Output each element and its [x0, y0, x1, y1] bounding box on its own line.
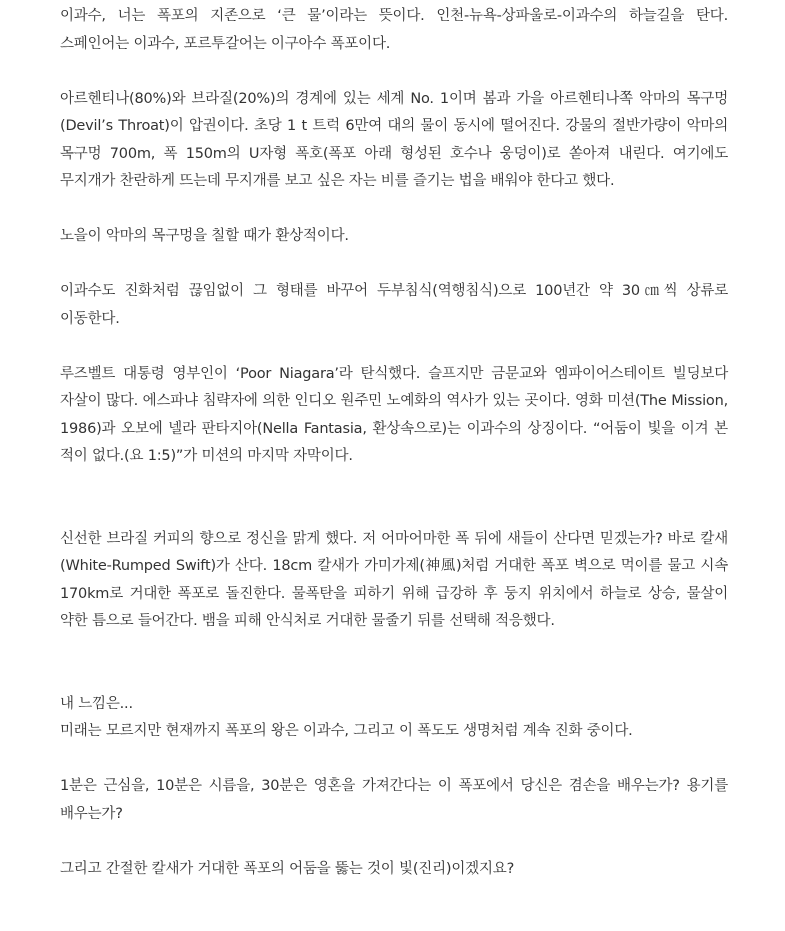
paragraph-intro: 이과수, 너는 폭포의 지존으로 ‘큰 물’이라는 뜻이다. 인천-뉴욕-상파울로-이과수의 하늘길을 탄다. 스페인어는 이과수, 포르투갈어는 이구아수 폭포이다. [60, 8, 728, 52]
paragraph-history: 루즈벨트 대통령 영부인이 ‘Poor Niagara’라 탄식했다. 슬프지만 금문교와 엠파이어스테이트 빌딩보다 자살이 많다. 에스파냐 침략자에 의한 인디오 원주민 노예화의 역사가 있는 곳이다. 영화 미션(The Mission, 1986)과 오보에 넬라 판타지아(Nella Fantasia, 환상속으로)는 이과수의 상징이다. “어둠이 빛을 이겨 본 적이 없다.(요 1:5)”가 미션의 마지막 자막이다. [60, 365, 728, 464]
paragraph-spacer [60, 196, 728, 224]
paragraph-spacer [60, 58, 728, 86]
paragraph-spacer [60, 636, 728, 691]
paragraph-question: 1분은 근심을, 10분은 시름을, 30분은 영혼을 가져간다는 이 폭포에서 당신은 겸손을 배우는가? 용기를 배우는가? [60, 778, 728, 822]
paragraph-impression-heading: 내 느낌은... [60, 695, 133, 712]
paragraph-spacer [60, 746, 728, 774]
paragraph-spacer [60, 251, 728, 279]
paragraph-swift: 신선한 브라질 커피의 향으로 정신을 맑게 했다. 저 어마어마한 폭 뒤에 새들이 산다면 믿겠는가? 바로 칼새(White-Rumped Swift)가 산다. 18cm 칼새가 가미가제(神風)처럼 거대한 폭포 벽으로 먹이를 물고 시속 170km로 거대한 폭포로 돌진한다. 물폭탄을 피하기 위해 급강하 후 둥지 위치에서 하늘로 상승, 물살이 약한 틈으로 들어간다. 뱀을 피해 안식처로 거대한 물줄기 뒤를 선택해 적응했다. [60, 530, 728, 629]
paragraph-impression: 미래는 모르지만 현재까지 폭포의 왕은 이과수, 그리고 이 폭도도 생명처럼 계속 진화 중이다. [60, 723, 633, 739]
paragraph-spacer [60, 828, 728, 856]
paragraph-spacer [60, 333, 728, 361]
paragraph-closing: 그리고 간절한 칼새가 거대한 폭포의 어둠을 뚫는 것이 빛(진리)이겠지요? [60, 860, 515, 877]
paragraph-erosion: 이과수도 진화처럼 끊임없이 그 형태를 바꾸어 두부침식(역행침식)으로 100년간 약 30㎝씩 상류로 이동한다. [60, 283, 728, 327]
article-body [60, 3, 728, 883]
paragraph-spacer [60, 471, 728, 526]
paragraph-sunset: 노을이 악마의 목구멍을 칠할 때가 환상적이다. [60, 228, 349, 244]
paragraph-devils-throat: 아르헨티나(80%)와 브라질(20%)의 경계에 있는 세계 No. 1이며 봄과 가을 아르헨티나쪽 악마의 목구멍(Devil’s Throat)이 압권이다. 초당 1 t 트럭 6만여 대의 물이 동시에 떨어진다. 강물의 절반가량이 악마의 목구멍 700m, 폭 150m의 U자형 폭호(폭포 아래 형성된 호수나 웅덩이)로 쏟아져 내린다. 여기에도 무지개가 찬란하게 뜨는데 무지개를 보고 싶은 자는 비를 즐기는 법을 배워야 한다고 했다. [60, 90, 728, 189]
